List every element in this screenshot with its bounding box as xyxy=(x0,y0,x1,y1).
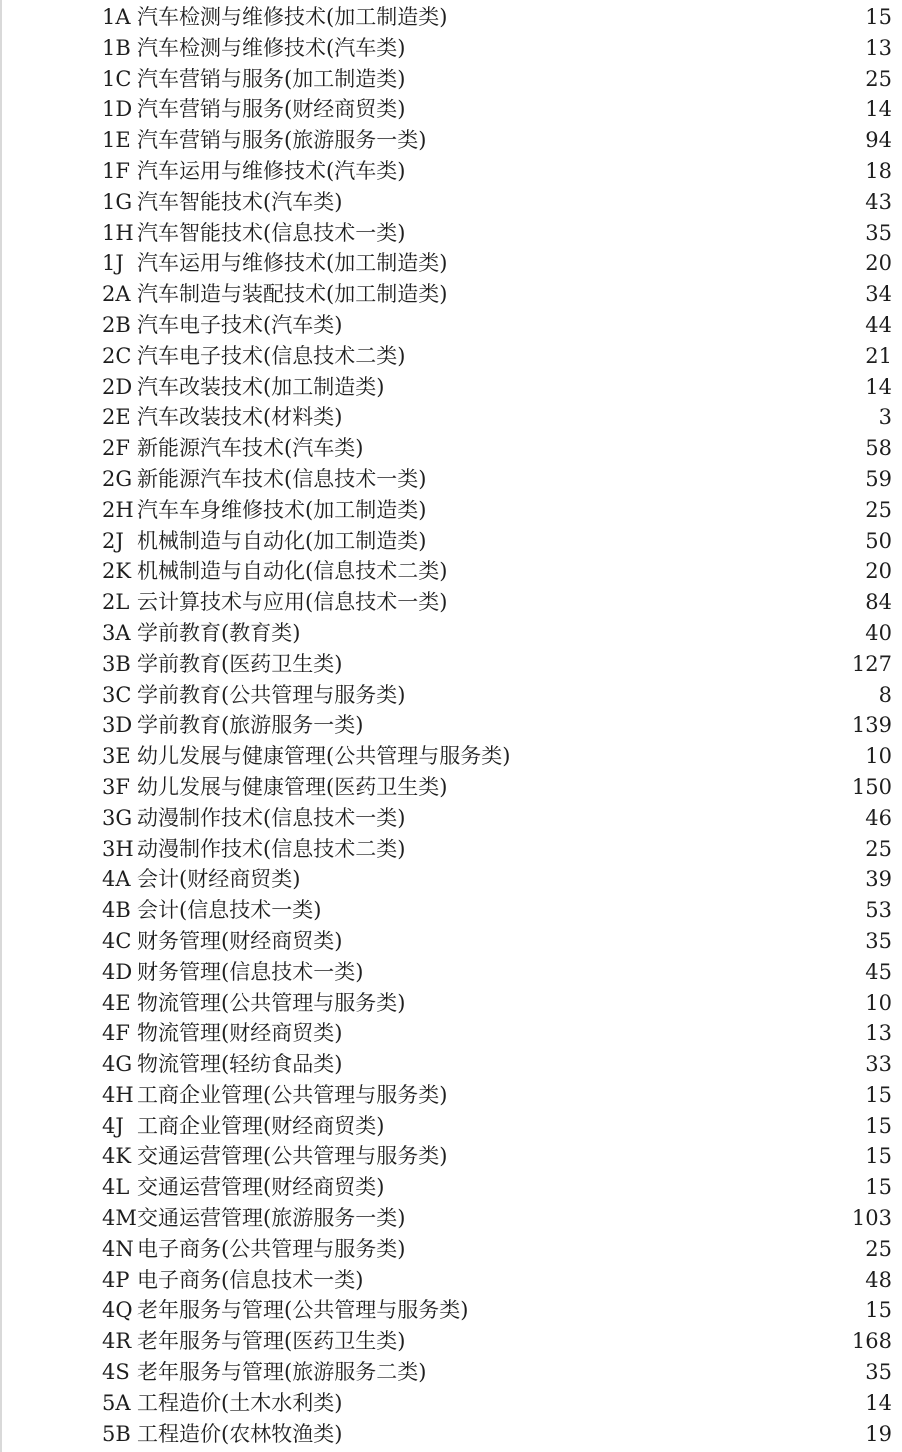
enrollment-count: 39 xyxy=(865,867,892,892)
table-row xyxy=(0,248,902,279)
major-name: 汽车制造与装配技术(加工制造类) xyxy=(137,282,448,307)
table-row xyxy=(0,2,902,33)
table-row xyxy=(0,1295,902,1326)
table-row xyxy=(0,710,902,741)
table-row xyxy=(0,341,902,372)
major-code: 1E xyxy=(102,128,131,153)
table-row xyxy=(0,556,902,587)
enrollment-count: 33 xyxy=(865,1052,892,1077)
table-row xyxy=(0,64,902,95)
major-code: 2L xyxy=(102,590,130,615)
table-row xyxy=(0,372,902,403)
enrollment-count: 127 xyxy=(851,651,892,676)
enrollment-count: 14 xyxy=(865,374,892,399)
major-name: 财务管理(信息技术一类) xyxy=(137,959,364,984)
table-row xyxy=(0,926,902,957)
table-row xyxy=(0,1326,902,1357)
major-name: 交通运营管理(旅游服务一类) xyxy=(137,1206,406,1231)
table-row xyxy=(0,1049,902,1080)
enrollment-count: 44 xyxy=(865,312,892,337)
table-row xyxy=(0,433,902,464)
table-row xyxy=(0,741,902,772)
major-code: 1F xyxy=(102,158,130,183)
major-code: 4N xyxy=(102,1236,134,1261)
major-name: 学前教育(教育类) xyxy=(137,620,301,645)
major-name: 机械制造与自动化(加工制造类) xyxy=(137,528,427,553)
table-row xyxy=(0,218,902,249)
major-code: 4E xyxy=(102,990,131,1015)
table-row xyxy=(0,402,902,433)
major-code: 3F xyxy=(102,774,130,799)
enrollment-count: 53 xyxy=(865,898,892,923)
table-row xyxy=(0,94,902,125)
major-name: 动漫制作技术(信息技术二类) xyxy=(137,836,406,861)
major-name: 工商企业管理(公共管理与服务类) xyxy=(137,1082,448,1107)
major-code: 2D xyxy=(102,374,133,399)
enrollment-count: 21 xyxy=(865,343,892,368)
major-code: 1J xyxy=(102,251,124,276)
enrollment-count: 84 xyxy=(865,590,892,615)
major-code: 2H xyxy=(102,497,134,522)
table-row xyxy=(0,1172,902,1203)
major-name: 汽车运用与维修技术(加工制造类) xyxy=(137,251,448,276)
enrollment-count: 19 xyxy=(865,1421,892,1446)
major-name: 学前教育(医药卫生类) xyxy=(137,651,343,676)
major-name: 汽车智能技术(汽车类) xyxy=(137,189,343,214)
major-name: 幼儿发展与健康管理(公共管理与服务类) xyxy=(137,744,511,769)
major-name: 电子商务(信息技术一类) xyxy=(137,1267,364,1292)
enrollment-count: 58 xyxy=(865,436,892,461)
table-row xyxy=(0,772,902,803)
major-code: 4A xyxy=(102,867,131,892)
enrollment-count: 25 xyxy=(865,66,892,91)
major-name: 学前教育(旅游服务一类) xyxy=(137,713,364,738)
major-code: 2C xyxy=(102,343,132,368)
enrollment-count: 150 xyxy=(851,774,892,799)
major-name: 物流管理(轻纺食品类) xyxy=(137,1052,343,1077)
enrollment-count: 13 xyxy=(865,35,892,60)
major-name: 新能源汽车技术(信息技术一类) xyxy=(137,466,427,491)
major-code: 3B xyxy=(102,651,131,676)
major-code: 1A xyxy=(102,5,131,29)
major-name: 汽车改装技术(加工制造类) xyxy=(137,374,385,399)
table-row xyxy=(0,310,902,341)
major-code: 4G xyxy=(102,1052,133,1077)
major-name: 物流管理(财经商贸类) xyxy=(137,1021,343,1046)
enrollment-count: 45 xyxy=(865,959,892,984)
major-code: 4M xyxy=(102,1206,137,1231)
major-code: 4P xyxy=(102,1267,130,1292)
major-name: 汽车营销与服务(旅游服务一类) xyxy=(137,128,427,153)
enrollment-count: 13 xyxy=(865,1021,892,1046)
major-name: 汽车运用与维修技术(汽车类) xyxy=(137,158,406,183)
table-row xyxy=(0,1080,902,1111)
major-name: 汽车电子技术(信息技术二类) xyxy=(137,343,406,368)
major-code: 4J xyxy=(102,1113,124,1138)
major-code: 2F xyxy=(102,436,130,461)
major-code: 3G xyxy=(102,805,133,830)
major-code: 4L xyxy=(102,1175,130,1200)
table-row xyxy=(0,464,902,495)
major-name: 汽车改装技术(材料类) xyxy=(137,405,343,430)
enrollment-count: 46 xyxy=(865,805,892,830)
major-name: 老年服务与管理(医药卫生类) xyxy=(137,1329,406,1354)
major-code: 3C xyxy=(102,682,132,707)
major-name: 会计(财经商贸类) xyxy=(137,867,301,892)
table-row xyxy=(0,649,902,680)
major-name: 会计(信息技术一类) xyxy=(137,898,322,923)
enrollment-count: 15 xyxy=(865,1144,892,1169)
enrollment-count: 35 xyxy=(865,220,892,245)
major-name: 幼儿发展与健康管理(医药卫生类) xyxy=(137,774,448,799)
major-name: 机械制造与自动化(信息技术二类) xyxy=(137,559,448,584)
table-row xyxy=(0,1419,902,1450)
table-row xyxy=(0,957,902,988)
table-row xyxy=(0,495,902,526)
enrollment-count: 59 xyxy=(865,466,892,491)
table-row xyxy=(0,1234,902,1265)
enrollment-count: 10 xyxy=(865,990,892,1015)
enrollment-count: 34 xyxy=(865,282,892,307)
table-row xyxy=(0,834,902,865)
major-name: 物流管理(公共管理与服务类) xyxy=(137,990,406,1015)
major-code: 2G xyxy=(102,466,133,491)
enrollment-count: 20 xyxy=(865,251,892,276)
major-name: 学前教育(公共管理与服务类) xyxy=(137,682,406,707)
major-code: 1C xyxy=(102,66,132,91)
major-code: 3D xyxy=(102,713,133,738)
major-name: 汽车营销与服务(加工制造类) xyxy=(137,66,406,91)
enrollment-count: 50 xyxy=(865,528,892,553)
major-name: 汽车检测与维修技术(汽车类) xyxy=(137,35,406,60)
enrollment-count: 40 xyxy=(865,620,892,645)
table-row xyxy=(0,895,902,926)
table-row xyxy=(0,526,902,557)
enrollment-count: 15 xyxy=(865,5,892,29)
enrollment-count: 15 xyxy=(865,1175,892,1200)
major-code: 1B xyxy=(102,35,131,60)
major-name: 工程造价(土木水利类) xyxy=(137,1390,343,1415)
table-row xyxy=(0,864,902,895)
major-code: 2E xyxy=(102,405,131,430)
table-row xyxy=(0,187,902,218)
major-code: 4B xyxy=(102,898,131,923)
enrollment-count: 43 xyxy=(865,189,892,214)
major-code: 1D xyxy=(102,97,133,122)
table-row xyxy=(0,33,902,64)
enrollment-count: 14 xyxy=(865,1390,892,1415)
table-row xyxy=(0,988,902,1019)
enrollment-count: 25 xyxy=(865,836,892,861)
enrollment-count: 35 xyxy=(865,928,892,953)
major-name: 汽车营销与服务(财经商贸类) xyxy=(137,97,406,122)
enrollment-count: 8 xyxy=(878,682,892,707)
major-code: 4C xyxy=(102,928,132,953)
major-code: 4F xyxy=(102,1021,130,1046)
major-name: 汽车智能技术(信息技术一类) xyxy=(137,220,406,245)
enrollment-count: 15 xyxy=(865,1113,892,1138)
enrollment-count: 35 xyxy=(865,1360,892,1385)
table-row xyxy=(0,1388,902,1419)
enrollment-count: 20 xyxy=(865,559,892,584)
table-row xyxy=(0,1018,902,1049)
enrollment-count: 10 xyxy=(865,744,892,769)
major-code: 2A xyxy=(102,282,131,307)
major-code: 2K xyxy=(102,559,132,584)
major-name: 老年服务与管理(公共管理与服务类) xyxy=(137,1298,469,1323)
major-code: 4H xyxy=(102,1082,134,1107)
major-name: 汽车车身维修技术(加工制造类) xyxy=(137,497,427,522)
major-code: 4S xyxy=(102,1360,130,1385)
table-row xyxy=(0,1265,902,1296)
major-name: 交通运营管理(财经商贸类) xyxy=(137,1175,385,1200)
table-row xyxy=(0,618,902,649)
enrollment-count: 15 xyxy=(865,1082,892,1107)
enrollment-count: 94 xyxy=(865,128,892,153)
major-code: 3E xyxy=(102,744,131,769)
major-code: 2J xyxy=(102,528,124,553)
enrollment-count: 3 xyxy=(878,405,892,430)
major-code: 5B xyxy=(102,1421,131,1446)
table-row xyxy=(0,279,902,310)
major-name: 交通运营管理(公共管理与服务类) xyxy=(137,1144,448,1169)
enrollment-count: 18 xyxy=(865,158,892,183)
major-name: 工程造价(农林牧渔类) xyxy=(137,1421,343,1446)
major-code: 5A xyxy=(102,1390,131,1415)
enrollment-count: 48 xyxy=(865,1267,892,1292)
major-name: 财务管理(财经商贸类) xyxy=(137,928,343,953)
enrollment-count: 168 xyxy=(851,1329,892,1354)
enrollment-count: 25 xyxy=(865,497,892,522)
major-name: 老年服务与管理(旅游服务二类) xyxy=(137,1360,427,1385)
major-code: 1G xyxy=(102,189,133,214)
table-row xyxy=(0,125,902,156)
major-code: 3H xyxy=(102,836,134,861)
enrollment-count: 139 xyxy=(851,713,892,738)
major-code: 4R xyxy=(102,1329,132,1354)
enrollment-count: 103 xyxy=(851,1206,892,1231)
enrollment-count: 25 xyxy=(865,1236,892,1261)
major-code: 4Q xyxy=(102,1298,133,1323)
major-name: 动漫制作技术(信息技术一类) xyxy=(137,805,406,830)
table-row xyxy=(0,587,902,618)
table-row xyxy=(0,803,902,834)
major-code: 4K xyxy=(102,1144,132,1169)
major-code: 4D xyxy=(102,959,133,984)
enrollment-table xyxy=(0,2,902,1449)
table-row xyxy=(0,1141,902,1172)
enrollment-count: 15 xyxy=(865,1298,892,1323)
major-name: 工商企业管理(财经商贸类) xyxy=(137,1113,385,1138)
table-row xyxy=(0,680,902,711)
table-row xyxy=(0,156,902,187)
major-name: 汽车检测与维修技术(加工制造类) xyxy=(137,5,448,29)
major-code: 2B xyxy=(102,312,131,337)
major-name: 云计算技术与应用(信息技术一类) xyxy=(137,590,448,615)
major-name: 电子商务(公共管理与服务类) xyxy=(137,1236,406,1261)
table-row xyxy=(0,1111,902,1142)
major-code: 1H xyxy=(102,220,134,245)
major-name: 汽车电子技术(汽车类) xyxy=(137,312,343,337)
enrollment-count: 14 xyxy=(865,97,892,122)
table-row xyxy=(0,1203,902,1234)
major-code: 3A xyxy=(102,620,131,645)
major-name: 新能源汽车技术(汽车类) xyxy=(137,436,364,461)
table-row xyxy=(0,1357,902,1388)
